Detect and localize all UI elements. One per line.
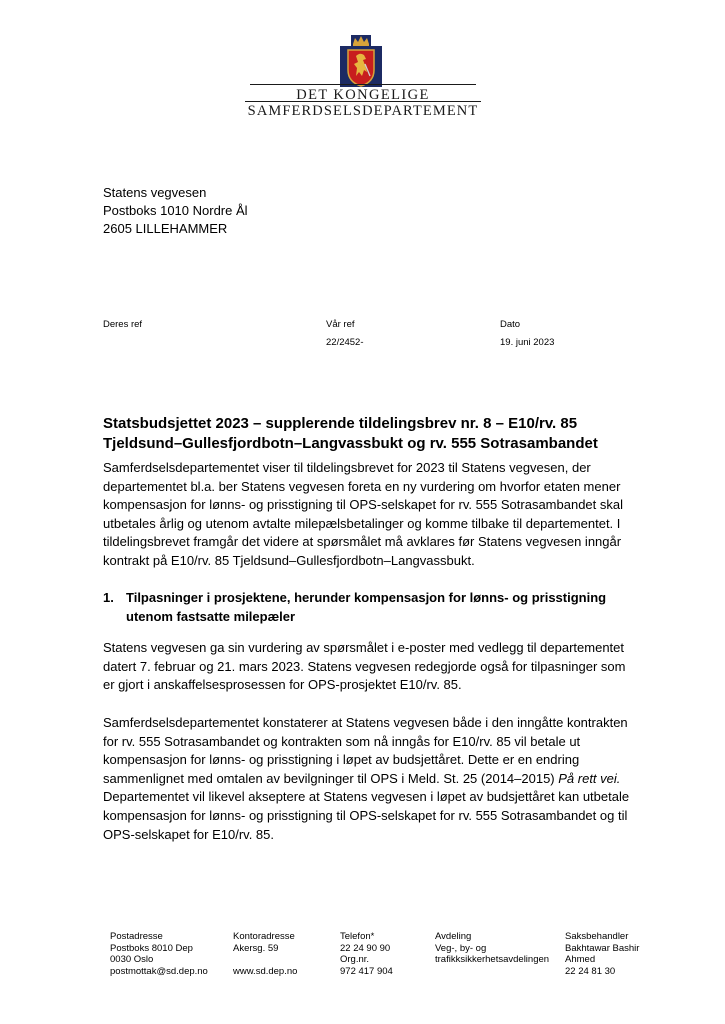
intro-line: departementet bl.a. ber Statens vegvesen foreta en ny vurdering om hvorfor etaten mener	[103, 478, 621, 494]
var-ref-value: 22/2452-	[326, 337, 364, 348]
footer-value: 22 24 90 90	[340, 942, 391, 954]
footer-label: Org.nr.	[340, 954, 370, 965]
para3-line-text: sammenlignet med omtalen av bevilgninger til OPS i Meld. St. 25 (2014–2015)	[103, 770, 559, 786]
footer-value: 972 417 904	[340, 965, 393, 977]
footer-value: Bakhtawar Bashir	[565, 942, 640, 954]
footer-department	[435, 931, 549, 966]
section-heading-line-2: utenom fastsatte milepæler	[126, 608, 296, 624]
intro-line: kontrakt på E10/rv. 85 Tjeldsund–Gullesfjordbotn–Langvassbukt.	[103, 552, 475, 568]
footer-value: Ahmed	[565, 954, 596, 965]
footer-value: 0030 Oslo	[110, 954, 154, 965]
intro-line: tildelingsbrevet framgår det videre at spørsmålet må avklares før Statens vegvesen inngår	[103, 534, 622, 550]
footer-value: trafikksikkerhetsavdelingen	[435, 954, 550, 965]
coat-of-arms-icon	[336, 34, 386, 88]
footer-label: Kontoradresse	[233, 931, 295, 942]
var-ref-label: Vår ref	[326, 319, 355, 330]
dept-name-line2: SAMFERDSELSDEPARTEMENT	[247, 103, 479, 119]
footer-website[interactable]: www.sd.dep.no	[233, 965, 298, 977]
footer-caseworker	[565, 931, 639, 977]
footer-label: Avdeling	[435, 931, 472, 942]
paragraph-2	[103, 639, 648, 695]
dept-name-line1: DET KONGELIGE	[296, 87, 430, 103]
para2-line: er gjort i anskaffelsesprosessen for OPS-prosjektet E10/rv. 85.	[103, 677, 462, 693]
date-label: Dato	[500, 319, 521, 330]
date-value: 19. juni 2023	[500, 337, 555, 348]
recipient-address	[103, 184, 248, 238]
footer-value: 22 24 81 30	[565, 965, 616, 977]
footer-label: Telefon*	[340, 931, 375, 942]
deres-ref-label: Deres ref	[103, 319, 143, 330]
letter-title	[103, 414, 643, 454]
intro-paragraph	[103, 459, 648, 571]
para3-line: Departementet vil likevel akseptere at Statens vegvesen i løpet av budsjettåret kan utbetale	[103, 789, 630, 805]
title-line-2: Tjeldsund–Gullesfjordbotn–Langvassbukt og rv. 555 Sotrasambandet	[103, 435, 598, 452]
para3-line: kompensasjon for lønns- og prisstigning til OPS-selskapet for rv. 555 Sotrasambandet og til	[103, 807, 628, 823]
title-line-1: Statsbudsjettet 2023 – supplerende tildelingsbrev nr. 8 – E10/rv. 85	[103, 415, 578, 432]
paragraph-3	[103, 714, 648, 844]
footer-spacer	[233, 954, 297, 966]
footer-label: Postadresse	[110, 931, 163, 942]
para3-line-mixed	[103, 770, 648, 789]
intro-line: Samferdselsdepartementet viser til tildelingsbrevet for 2023 til Statens vegvesen, der	[103, 460, 591, 475]
footer-value: Akersg. 59	[233, 942, 279, 954]
intro-line: kompensasjon for lønns- og prisstigning til OPS-selskapet for rv. 555 Sotrasambandet skal	[103, 497, 623, 513]
recipient-name: Statens vegvesen	[103, 185, 207, 200]
section-number: 1.	[103, 590, 114, 605]
footer-email[interactable]: postmottak@sd.dep.no	[110, 965, 208, 977]
para2-line: Statens vegvesen ga sin vurdering av spørsmålet i e-poster med vedlegg til departementet	[103, 640, 624, 655]
intro-line: utbetales årlig og utenom avtalte milepælsbetalinger og komme tilbake til departementet. I	[103, 515, 621, 531]
footer-value: Postboks 8010 Dep	[110, 942, 193, 954]
para3-line: OPS-selskapet for E10/rv. 85.	[103, 826, 274, 842]
para3-line: kompensasjon for lønns- og prisstigning i løpet av budsjettåret. Dette er en endring	[103, 752, 580, 768]
footer-phone	[340, 931, 393, 977]
recipient-city: 2605 LILLEHAMMER	[103, 221, 228, 236]
para3-line: for rv. 555 Sotrasambandet og kontrakten som nå inngås for E10/rv. 85 vil betale ut	[103, 733, 581, 749]
para2-line: datert 7. februar og 21. mars 2023. Statens vegvesen redegjorde også for tilpasninger som	[103, 658, 626, 674]
para3-line: Samferdselsdepartementet konstaterer at Statens vegvesen både i den inngåtte kontrakten	[103, 715, 628, 730]
footer-value: Veg-, by- og	[435, 942, 487, 954]
footer-postal	[110, 931, 208, 977]
footer-label: Saksbehandler	[565, 931, 629, 942]
section-heading-line-1: Tilpasninger i prosjektene, herunder kompensasjon for lønns- og prisstigning	[126, 590, 607, 605]
recipient-street: Postboks 1010 Nordre Ål	[103, 203, 248, 218]
footer-office	[233, 931, 297, 977]
report-title-italic: På rett vei.	[558, 770, 621, 786]
